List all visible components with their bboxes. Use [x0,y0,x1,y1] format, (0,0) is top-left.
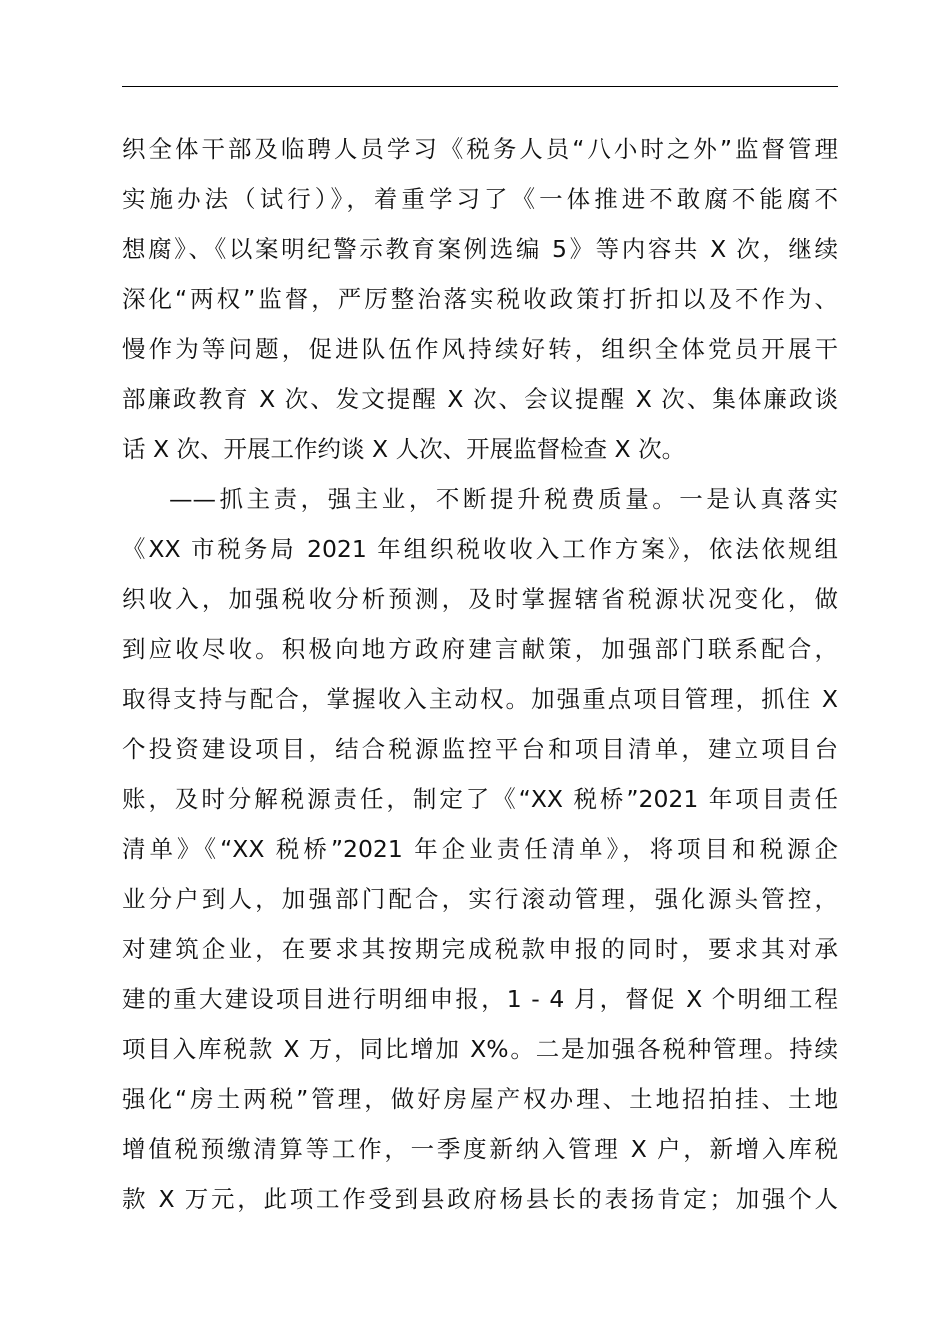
text-line: 慢作为等问题，促进队伍作风持续好转，组织全体党员开展干 [122,335,838,363]
text-line: 业分户到人，加强部门配合，实行滚动管理，强化源头管控， [122,885,838,913]
text-line: 织全体干部及临聘人员学习《税务人员“八小时之外”监督管理 [122,135,838,163]
text-line: 取得支持与配合，掌握收入主动权。加强重点项目管理，抓住 X [122,685,838,713]
text-line: 对建筑企业，在要求其按期完成税款申报的同时，要求其对承 [122,935,838,963]
text-line: 个投资建设项目，结合税源监控平台和项目清单，建立项目台 [122,735,838,763]
text-line: 到应收尽收。积极向地方政府建言献策，加强部门联系配合， [122,635,838,663]
text-line: 清单》《“XX 税桥”2021 年企业责任清单》，将项目和税源企 [122,835,838,863]
text-line: 款 X 万元，此项工作受到县政府杨县长的表扬肯定；加强个人 [122,1185,838,1213]
header-rule [122,86,838,87]
text-line: 想腐》、《以案明纪警示教育案例选编 5》等内容共 X 次，继续 [122,235,838,263]
text-line: 深化“两权”监督，严厉整治落实税收政策打折扣以及不作为、 [122,285,838,313]
text-line: 织收入，加强税收分析预测，及时掌握辖省税源状况变化，做 [122,585,838,613]
text-line: 项目入库税款 X 万，同比增加 X%。二是加强各税种管理。持续 [122,1035,838,1063]
text-line: 账，及时分解税源责任，制定了《“XX 税桥”2021 年项目责任 [122,785,838,813]
text-line: 《XX 市税务局 2021 年组织税收收入工作方案》，依法依规组 [122,535,838,563]
text-line: 实施办法（试行）》，着重学习了《一体推进不敢腐不能腐不 [122,185,838,213]
text-line: 增值税预缴清算等工作，一季度新纳入管理 X 户，新增入库税 [122,1135,838,1163]
paragraph-start-line: ——抓主责，强主业，不断提升税费质量。一是认真落实 [169,485,838,513]
text-line: 部廉政教育 X 次、发文提醒 X 次、会议提醒 X 次、集体廉政谈 [122,385,838,413]
text-line: 话 X 次、开展工作约谈 X 人次、开展监督检查 X 次。 [122,435,686,463]
text-line: 强化“房土两税”管理，做好房屋产权办理、土地招拍挂、土地 [122,1085,838,1113]
document-body [122,124,838,1224]
text-line: 建的重大建设项目进行明细申报，1 - 4 月，督促 X 个明细工程 [122,985,838,1013]
